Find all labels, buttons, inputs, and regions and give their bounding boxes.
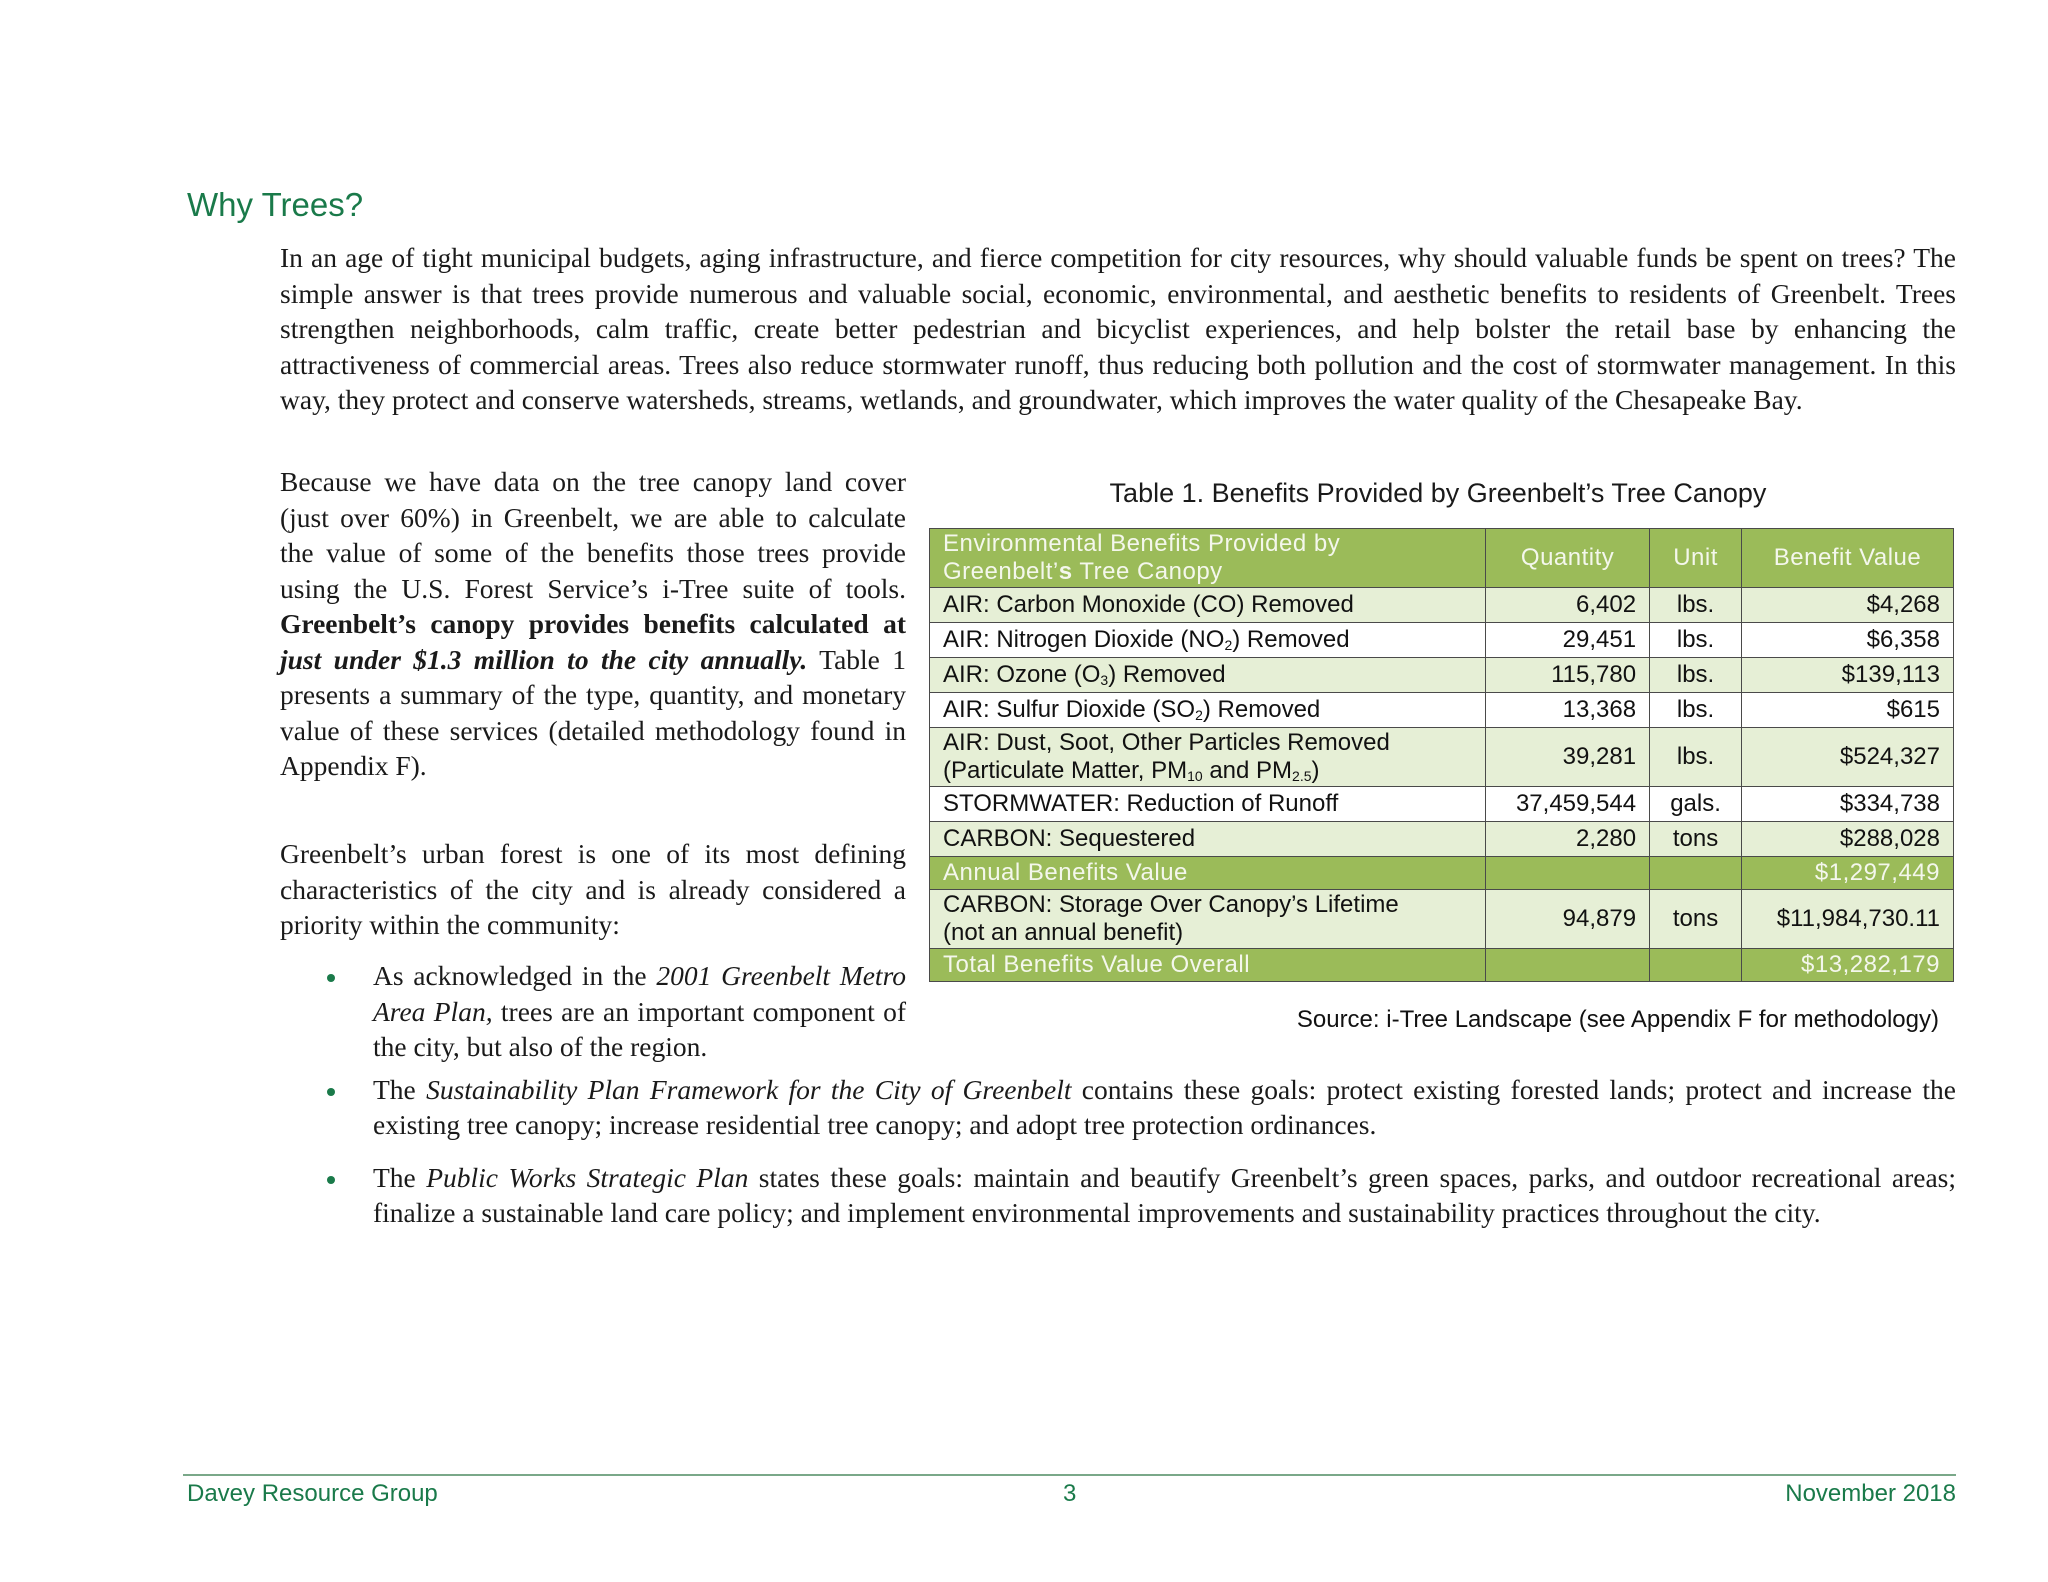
bullet-text: The	[373, 1073, 427, 1105]
bullet-italic-text: Sustainability Plan Framework for the City of Greenbelt	[426, 1073, 1072, 1105]
row-value: $11,984,730.11	[1742, 890, 1954, 949]
table-header-row	[930, 529, 1954, 588]
header-unit: Unit	[1650, 529, 1742, 588]
header-value: Benefit Value	[1742, 529, 1954, 588]
row-quantity: 115,780	[1486, 658, 1650, 693]
bullet-text: states these goals: maintain and beautify Greenbelt’s green spaces, parks, and outdoor recreational areas; finalize a sustainable land care policy; and implement environmental improvements and sustainability practices throughout the city.	[373, 1161, 1956, 1228]
row-quantity: 29,451	[1486, 623, 1650, 658]
bullet-text: The	[373, 1161, 427, 1193]
footer-page-number: 3	[1063, 1480, 1077, 1507]
priority-bullet-list	[280, 958, 1956, 1231]
label-part: CARBON: Storage Over Canopy’s Lifetime	[943, 891, 1399, 918]
canopy-paragraph	[280, 464, 906, 784]
table-row	[930, 890, 1954, 949]
bullet-text: trees are an important component of the city, but also of the region.	[373, 995, 906, 1062]
label-subscript: 2	[1224, 637, 1233, 653]
row-value: $1,297,449	[1742, 857, 1954, 890]
row-value: $13,282,179	[1742, 949, 1954, 982]
label-part: AIR: Ozone (O	[943, 661, 1101, 688]
urban-forest-paragraph: Greenbelt’s urban forest is one of its most defining characteristics of the city and is already considered a priority within the community:	[280, 838, 906, 940]
row-value: $524,327	[1742, 728, 1954, 787]
bullet-item	[280, 958, 906, 1065]
row-quantity: 94,879	[1486, 890, 1650, 949]
row-unit: lbs.	[1650, 658, 1742, 693]
label-part: ) Removed	[1232, 626, 1350, 653]
label-part: )	[1311, 757, 1320, 784]
row-label: AIR: Carbon Monoxide (CO) Removed	[930, 588, 1486, 623]
label-part: AIR: Sulfur Dioxide (SO	[943, 696, 1196, 723]
benefits-table	[929, 528, 1954, 982]
canopy-intro-text: Because we have data on the tree canopy land cover (just over 60%) in Greenbelt, we are able to calculate the value of some of the benefits those trees provide using the U.S. Forest Service’s i-Tree suite of tools.	[280, 466, 906, 604]
table-row	[930, 822, 1954, 857]
section-heading: Why Trees?	[187, 186, 364, 223]
bullet-dot-icon	[327, 974, 335, 982]
row-label: STORMWATER: Reduction of Runoff	[930, 787, 1486, 822]
table-row	[930, 787, 1954, 822]
overall-total-row	[930, 949, 1954, 982]
label-subscript: 2	[1195, 707, 1203, 723]
label-part: ) Removed	[1108, 661, 1226, 688]
row-label	[930, 658, 1486, 693]
canopy-bold-italic-text: just under $1.3 million to the city annually.	[280, 643, 808, 675]
bullet-item	[280, 1072, 1956, 1143]
footer-date: November 2018	[1785, 1480, 1956, 1507]
row-value: $615	[1742, 693, 1954, 728]
row-label: CARBON: Sequestered	[930, 822, 1486, 857]
bullet-dot-icon	[327, 1088, 335, 1096]
row-empty-cell	[1486, 949, 1650, 982]
label-part: AIR: Nitrogen Dioxide (NO	[943, 626, 1225, 653]
table-row	[930, 623, 1954, 658]
table-row	[930, 693, 1954, 728]
row-quantity: 13,368	[1486, 693, 1650, 728]
row-value: $4,268	[1742, 588, 1954, 623]
bullet-italic-text: Public Works Strategic Plan	[426, 1161, 749, 1193]
label-part: (Particulate Matter, PM	[943, 757, 1188, 784]
intro-paragraph: In an age of tight municipal budgets, aging infrastructure, and fierce competition for city resources, why should valuable funds be spent on trees? The simple answer is that trees provide numerous and valuable social, economic, environmental, and aesthetic benefits to residents of Greenbelt. Trees strengthen neighborhoods, calm traffic, create better pedestrian and bicyclist experiences, and help bolster the retail base by enhancing the attractiveness of commercial areas. Trees also reduce stormwater runoff, thus reducing both pollution and the cost of stormwater management. In this way, they protect and conserve watersheds, streams, wetlands, and groundwater, which improves the water quality of the Chesapeake Bay.	[280, 242, 1956, 415]
row-unit: gals.	[1650, 787, 1742, 822]
table-row	[930, 588, 1954, 623]
table-row	[930, 728, 1954, 787]
row-unit: tons	[1650, 822, 1742, 857]
label-part: AIR: Dust, Soot, Other Particles Removed	[943, 729, 1390, 756]
header-quantity: Quantity	[1486, 529, 1650, 588]
row-unit: lbs.	[1650, 588, 1742, 623]
row-unit: lbs.	[1650, 693, 1742, 728]
row-unit: tons	[1650, 890, 1742, 949]
label-part: ) Removed	[1202, 696, 1321, 723]
bullet-italic-text: 2001 Greenbelt Metro Area Plan,	[373, 960, 906, 1027]
row-value: $334,738	[1742, 787, 1954, 822]
row-label	[930, 728, 1486, 787]
row-label	[930, 623, 1486, 658]
annual-total-row	[930, 857, 1954, 890]
row-quantity: 37,459,544	[1486, 787, 1650, 822]
row-value: $288,028	[1742, 822, 1954, 857]
row-label	[930, 890, 1486, 949]
table-source: Source: i-Tree Landscape (see Appendix F for methodology)	[1296, 1006, 1939, 1033]
table-row	[930, 658, 1954, 693]
row-empty-cell	[1650, 857, 1742, 890]
header-benefit-line2-bold: s	[1058, 558, 1073, 585]
header-benefit-line1: Environmental Benefits Provided by	[943, 530, 1341, 557]
row-empty-cell	[1650, 949, 1742, 982]
table-caption: Table 1. Benefits Provided by Greenbelt’s Tree Canopy	[1109, 478, 1767, 508]
bullet-text: contains these goals: protect existing forested lands; protect and increase the existing tree canopy; increase residential tree canopy; and adopt tree protection ordinances.	[373, 1073, 1957, 1140]
header-benefit-line2: Greenbelt’	[943, 558, 1059, 585]
canopy-rest-text: Table 1 presents a summary of the type, quantity, and monetary value of these services (detailed methodology found in Appendix F).	[280, 643, 907, 781]
row-label: Annual Benefits Value	[930, 857, 1486, 890]
row-value: $139,113	[1742, 658, 1954, 693]
label-subscript: 2.5	[1292, 768, 1312, 784]
row-unit: lbs.	[1650, 728, 1742, 787]
row-label: Total Benefits Value Overall	[930, 949, 1486, 982]
label-subscript: 10	[1187, 768, 1203, 784]
row-quantity: 2,280	[1486, 822, 1650, 857]
row-empty-cell	[1486, 857, 1650, 890]
header-benefit	[930, 529, 1486, 588]
label-part: and PM	[1202, 757, 1293, 784]
bullet-item	[280, 1160, 1956, 1231]
footer-organization: Davey Resource Group	[187, 1480, 438, 1507]
label-part: (not an annual benefit)	[943, 919, 1184, 946]
bullet-text: As acknowledged in the	[373, 960, 657, 991]
row-unit: lbs.	[1650, 623, 1742, 658]
row-quantity: 6,402	[1486, 588, 1650, 623]
row-value: $6,358	[1742, 623, 1954, 658]
bullet-dot-icon	[327, 1176, 335, 1184]
label-subscript: 3	[1100, 672, 1109, 688]
footer-divider	[183, 1474, 1956, 1476]
row-label	[930, 693, 1486, 728]
header-benefit-line2-end: Tree Canopy	[1072, 558, 1223, 585]
canopy-bold-text: Greenbelt’s canopy provides benefits calculated at	[280, 608, 906, 639]
row-quantity: 39,281	[1486, 728, 1650, 787]
